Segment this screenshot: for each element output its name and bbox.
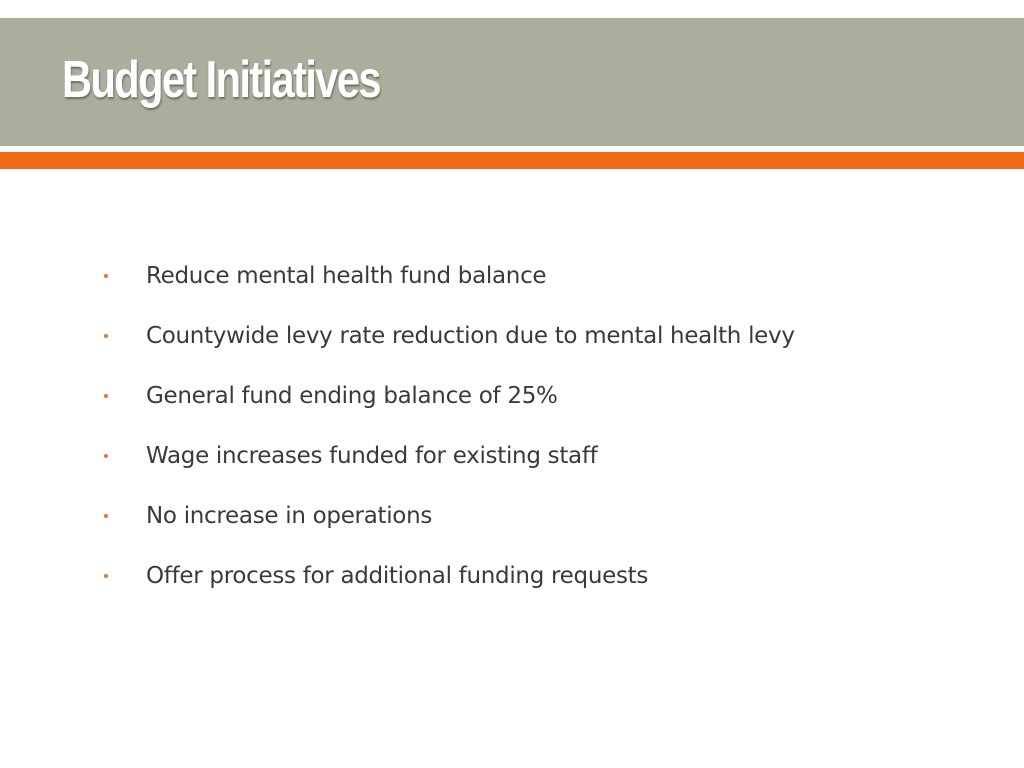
bullet-dot-icon — [104, 574, 108, 578]
bullet-dot-icon — [104, 334, 108, 338]
accent-bar — [0, 152, 1024, 169]
bullet-dot-icon — [104, 274, 108, 278]
bullet-item — [100, 246, 795, 306]
bullet-text: No increase in operations — [146, 503, 433, 529]
bullet-text: Wage increases funded for existing staff — [146, 443, 598, 469]
bullet-dot-icon — [104, 394, 108, 398]
bullet-item — [100, 306, 795, 366]
bullet-item — [100, 426, 795, 486]
bullet-text: General fund ending balance of 25% — [146, 383, 558, 409]
bullet-list — [100, 246, 795, 606]
bullet-dot-icon — [104, 514, 108, 518]
bullet-item — [100, 546, 795, 606]
bullet-item — [100, 486, 795, 546]
bullet-item — [100, 366, 795, 426]
bullet-text: Countywide levy rate reduction due to mental health levy — [146, 323, 795, 349]
bullet-text: Reduce mental health fund balance — [146, 263, 547, 289]
bullet-text: Offer process for additional funding requests — [146, 563, 649, 589]
bullet-dot-icon — [104, 454, 108, 458]
slide-title: Budget Initiatives — [62, 51, 380, 109]
